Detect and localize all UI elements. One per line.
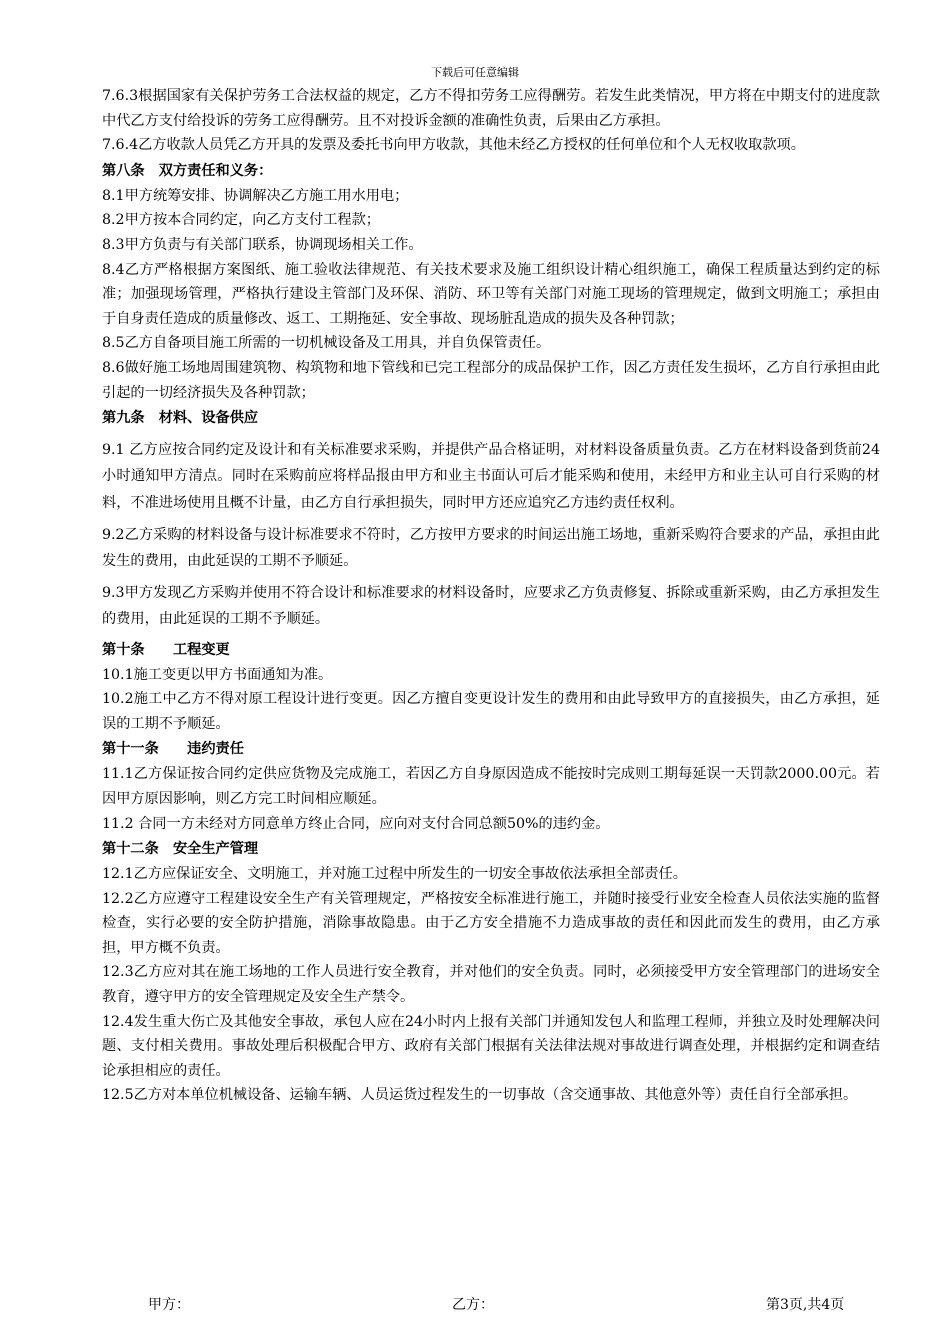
- clause-10-1: 10.1施工变更以甲方书面通知为准。: [102, 666, 333, 683]
- clause-11-1: 11.1乙方保证按合同约定供应货物及完成施工，若因乙方自身原因造成不能按时完成则工期每延误一天罚款2000.00元。若因甲方原因影响，则乙方完工时间相应顺延。: [102, 766, 880, 807]
- page-footer: [0, 1294, 950, 1314]
- clause-8-1: 8.1甲方统筹安排、协调解决乙方施工用水用电；: [102, 187, 409, 204]
- clause-12-2: 12.2乙方应遵守工程建设安全生产有关管理规定，严格按安全标准进行施工，并随时接受行业安全检查人员依法实施的监督检查，实行必要的安全防护措施，消除事故隐患。由于乙方安全措施不力造成事故的责任和因此而发生的费用，由乙方承担，甲方概不负责。: [102, 890, 880, 956]
- contract-body: [102, 84, 880, 1108]
- clause-10-2: 10.2施工中乙方不得对原工程设计进行变更。因乙方擅自变更设计发生的费用和由此导致甲方的直接损失，由乙方承担，延误的工期不予顺延。: [102, 691, 880, 732]
- section-11-title: 第十一条 违约责任: [102, 741, 244, 758]
- page-number: 第3页,共4页: [766, 1297, 845, 1313]
- clause-9-3: 9.3甲方发现乙方采购并使用不符合设计和标准要求的材料设备时，应要求乙方负责修复、拆除或重新采购，由乙方承担发生的费用，由此延误的工期不予顺延。: [102, 585, 880, 628]
- clause-11-2: 11.2 合同一方未经对方同意单方终止合同，应向对支付合同总额50%的违约金。: [102, 815, 610, 832]
- party-a-signature-label: 甲方：: [148, 1297, 190, 1313]
- clause-7-6-3: 7.6.3根据国家有关保护劳务工合法权益的规定，乙方不得扣劳务工应得酬劳。若发生此类情况，甲方将在中期支付的进度款中代乙方支付给投诉的劳务工应得酬劳。且不对投诉金额的准确性负责，后果由乙方承担。: [102, 88, 880, 129]
- section-10-title: 第十条 工程变更: [102, 641, 230, 658]
- clause-9-2: 9.2乙方采购的材料设备与设计标准要求不符时，乙方按甲方要求的时间运出施工场地，重新采购符合要求的产品，承担由此发生的费用，由此延误的工期不予顺延。: [102, 526, 880, 569]
- clause-8-5: 8.5乙方自备项目施工所需的一切机械设备及工用具，并自负保管责任。: [102, 335, 551, 352]
- clause-7-6-4: 7.6.4乙方收款人员凭乙方开具的发票及委托书向甲方收款，其他未经乙方授权的任何单位和个人无权收取款项。: [102, 137, 805, 154]
- section-8-title: 第八条 双方责任和义务：: [102, 162, 273, 179]
- page-header-note: 下载后可任意编辑: [431, 66, 519, 79]
- clause-12-5: 12.5乙方对本单位机械设备、运输车辆、人员运货过程发生的一切事故（含交通事故、其他意外等）责任自行全部承担。: [102, 1087, 858, 1104]
- clause-8-3: 8.3甲方负责与有关部门联系，协调现场相关工作。: [102, 236, 423, 253]
- clause-12-1: 12.1乙方应保证安全、文明施工，并对施工过程中所发生的一切安全事故依法承担全部责任。: [102, 866, 687, 883]
- clause-8-4: 8.4乙方严格根据方案图纸、施工验收法律规范、有关技术要求及施工组织设计精心组织施工，确保工程质量达到约定的标准；加强现场管理，严格执行建设主管部门及环保、消防、环卫等有关部门对施工现场的管理规定，做到文明施工；承担由于自身责任造成的质量修改、返工、工期拖延、安全事故、现场脏乱造成的损失及各种罚款；: [102, 261, 880, 327]
- section-9-body: [102, 437, 880, 632]
- clause-12-3: 12.3乙方应对其在施工场地的工作人员进行安全教育，并对他们的安全负责。同时，必须接受甲方安全管理部门的进场安全教育，遵守甲方的安全管理规定及安全生产禁令。: [102, 964, 880, 1006]
- clause-12-4: 12.4发生重大伤亡及其他安全事故，承包人应在24小时内上报有关部门并通知发包人和监理工程师，并独立及时处理解决问题、支付相关费用。事故处理后积极配合甲方、政府有关部门根据有关法律法规对事故进行调查处理，并根据约定和调查结论承担相应的责任。: [102, 1013, 880, 1079]
- clause-8-2: 8.2甲方按本合同约定，向乙方支付工程款；: [102, 212, 380, 229]
- section-12-title: 第十二条 安全生产管理: [102, 841, 259, 858]
- section-9-title: 第九条 材料、设备供应: [102, 410, 259, 427]
- clause-8-6: 8.6做好施工场地周围建筑物、构筑物和地下管线和已完工程部分的成品保护工作，因乙方责任发生损坏，乙方自行承担由此引起的一切经济损失及各种罚款；: [102, 359, 880, 401]
- party-b-signature-label: 乙方：: [452, 1297, 494, 1313]
- clause-9-1: 9.1 乙方应按合同约定及设计和有关标准要求采购，并提供产品合格证明，对材料设备质量负责。乙方在材料设备到货前24小时通知甲方清点。同时在采购前应将样品报由甲方和业主书面认可后才能采购和使用，未经甲方和业主认可自行采购的材料，不准进场使用且概不计量，由乙方自行承担损失，同时甲方还应追究乙方违约责任权利。: [102, 442, 880, 511]
